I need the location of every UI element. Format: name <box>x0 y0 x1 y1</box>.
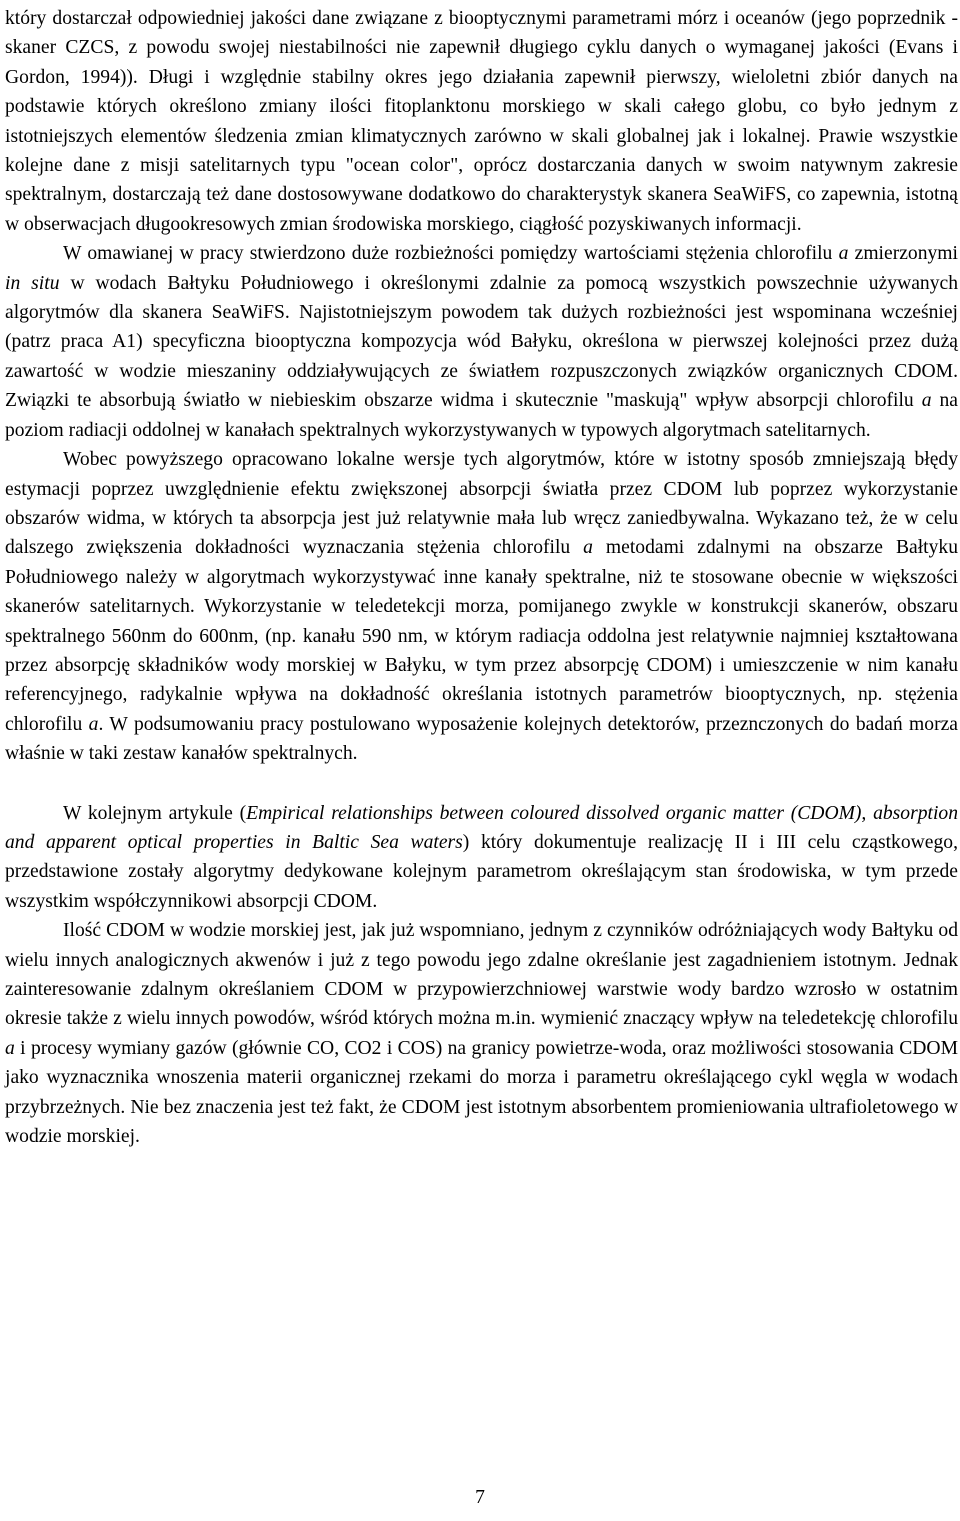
page-number: 7 <box>475 1487 485 1508</box>
italic-text: Empirical relationships between coloured dissolved organic matter (CDOM), absorption and apparent optical properties in Baltic Sea waters <box>5 802 958 853</box>
body-paragraph <box>5 4 958 239</box>
text-run: ) który dokumentuje realizację II i III celu cząstkowego, przedstawione zostały algorytmy dedykowane kolejnym parametrom określającym stan środowiska, w tym przede wszystkim współczynnikowi absorpcji CDOM. <box>5 831 958 912</box>
italic-text: a <box>5 1037 15 1059</box>
italic-text: a <box>88 713 99 735</box>
body-paragraph <box>5 445 958 768</box>
italic-text: in situ <box>5 272 60 294</box>
text-run: Wobec powyższego opracowano lokalne wersje tych algorytmów, które w istotny sposób zmniejszają błędy estymacji poprzez uwzględnienie efektu zwiększonej absorpcji światła przez CDOM lub poprzez wykorzystanie obszarów widma, w których ta absorpcja jest już relatywnie mała lub wręcz zaniedbywalna. Wykazano też, że w celu dalszego zwiększenia dokładności wyznaczania stężenia chlorofilu <box>5 449 958 559</box>
text-run: w wodach Bałtyku Południowego i określonymi zdalnie za pomocą wszystkich powszechnie używanych algorytmów dla skanera SeaWiFS. Najistotniejszym powodem tak dużych rozbieżności jest wspominana wcześniej (patrz praca A1) specyficzna biooptyczna kompozycja wód Bałyku, określona w pierwszej kolejności przez dużą zawartość w wodzie mieszaniny oddziaływujących ze światłem rozpuszczonych związków organicznych CDOM. Związki te absorbują światło w niebieskim obszarze widma i skutecznie "maskują" wpływ absorpcji chlorofilu <box>5 272 959 412</box>
body-paragraph <box>5 799 958 917</box>
body-paragraph <box>5 916 958 1151</box>
text-run: W kolejnym artykule ( <box>63 802 247 824</box>
italic-text: a <box>921 390 932 412</box>
text-run: metodami zdalnymi na obszarze Bałtyku Południowego należy w algorytmach wykorzystywać inne kanały spektralne, niż te stosowane obecnie w większości skanerów satelitarnych. Wykorzystanie w teledetekcji morza, pomijanego zwykle w konstrukcji skanerów, obszaru spektralnego 560nm do 600nm, (np. kanału 590 nm, w którym radiacja oddolna jest relatywnie najmniej kształtowana przez absorpcję składników wody morskiej w Bałyku, w tym przez absorpcję CDOM) i umieszczenie w nim kanału referencyjnego, radykalnie wpływa na dokładność określania istotnych parametrów biooptycznych, np. stężenia chlorofilu <box>5 537 958 735</box>
italic-text: a <box>838 243 849 265</box>
text-run: i procesy wymiany gazów (głównie CO, CO2 i COS) na granicy powietrze-woda, oraz możliwości stosowania CDOM jako wyznacznika wnoszenia materii organicznej rzekami do morza i parametru określającego cykl węgla w wodach przybrzeżnych. Nie bez znaczenia jest też fakt, że CDOM jest istotnym absorbentem promieniowania ultrafioletowego w wodzie morskiej. <box>5 1037 958 1148</box>
body-paragraph <box>5 239 958 445</box>
paragraph-list <box>5 4 958 1151</box>
text-run: . W podsumowaniu pracy postulowano wyposażenie kolejnych detektorów, przeznczonych do badań morza właśnie w taki zestaw kanałów spektralnych. <box>5 713 958 765</box>
text-run: który dostarczał odpowiedniej jakości dane związane z biooptycznymi parametrami mórz i oceanów (jego poprzednik - skaner CZCS, z powodu swojej niestabilności nie zapewnił długiego cyklu danych o wymaganej jakości (Evans i Gordon, 1994)). Długi i względnie stabilny okres jego działania zapewnił pierwszy, wieloletni zbiór danych na podstawie których określono zmiany ilości fitoplanktonu morskiego w skali całego globu, co było jednym z istotniejszych elementów śledzenia zmian klimatycznych zarówno w skali globalnej jak i lokalnej. Prawie wszystkie kolejne dane z misji satelitarnych typu "ocean color", oprócz dostarczania danych w swoim natywnym zakresie spektralnym, dostarczają też dane dostosowywane dodatkowo do charakterystyk skanera SeaWiFS, co zapewnia, istotną w obserwacjach długookresowych zmian środowiska morskiego, ciągłość pozyskiwanych informacji. <box>5 8 958 235</box>
text-run: Ilość CDOM w wodzie morskiej jest, jak już wspomniano, jednym z czynników odróżniających wody Bałtyku od wielu innych analogicznych akwenów i już z tego powodu jego zdalne określanie jest zagadnieniem istotnym. Jednak zainteresowanie zdalnym określaniem CDOM w przypowierzchniowej warstwie wody bardzo wzrosło w ostatnim okresie także z wielu innych powodów, wśród których można m.in. wymienić znaczący wpływ na teledetekcję chlorofilu <box>5 920 958 1030</box>
text-run: na poziom radiacji oddolnej w kanałach spektralnych wykorzystywanych w typowych algorytmach satelitarnych. <box>5 390 958 441</box>
text-run: zmierzonymi <box>848 243 958 265</box>
italic-text: a <box>583 537 593 559</box>
text-run: W omawianej w pracy stwierdzono duże rozbieżności pomiędzy wartościami stężenia chlorofilu <box>63 243 839 265</box>
document-page <box>5 4 958 1151</box>
